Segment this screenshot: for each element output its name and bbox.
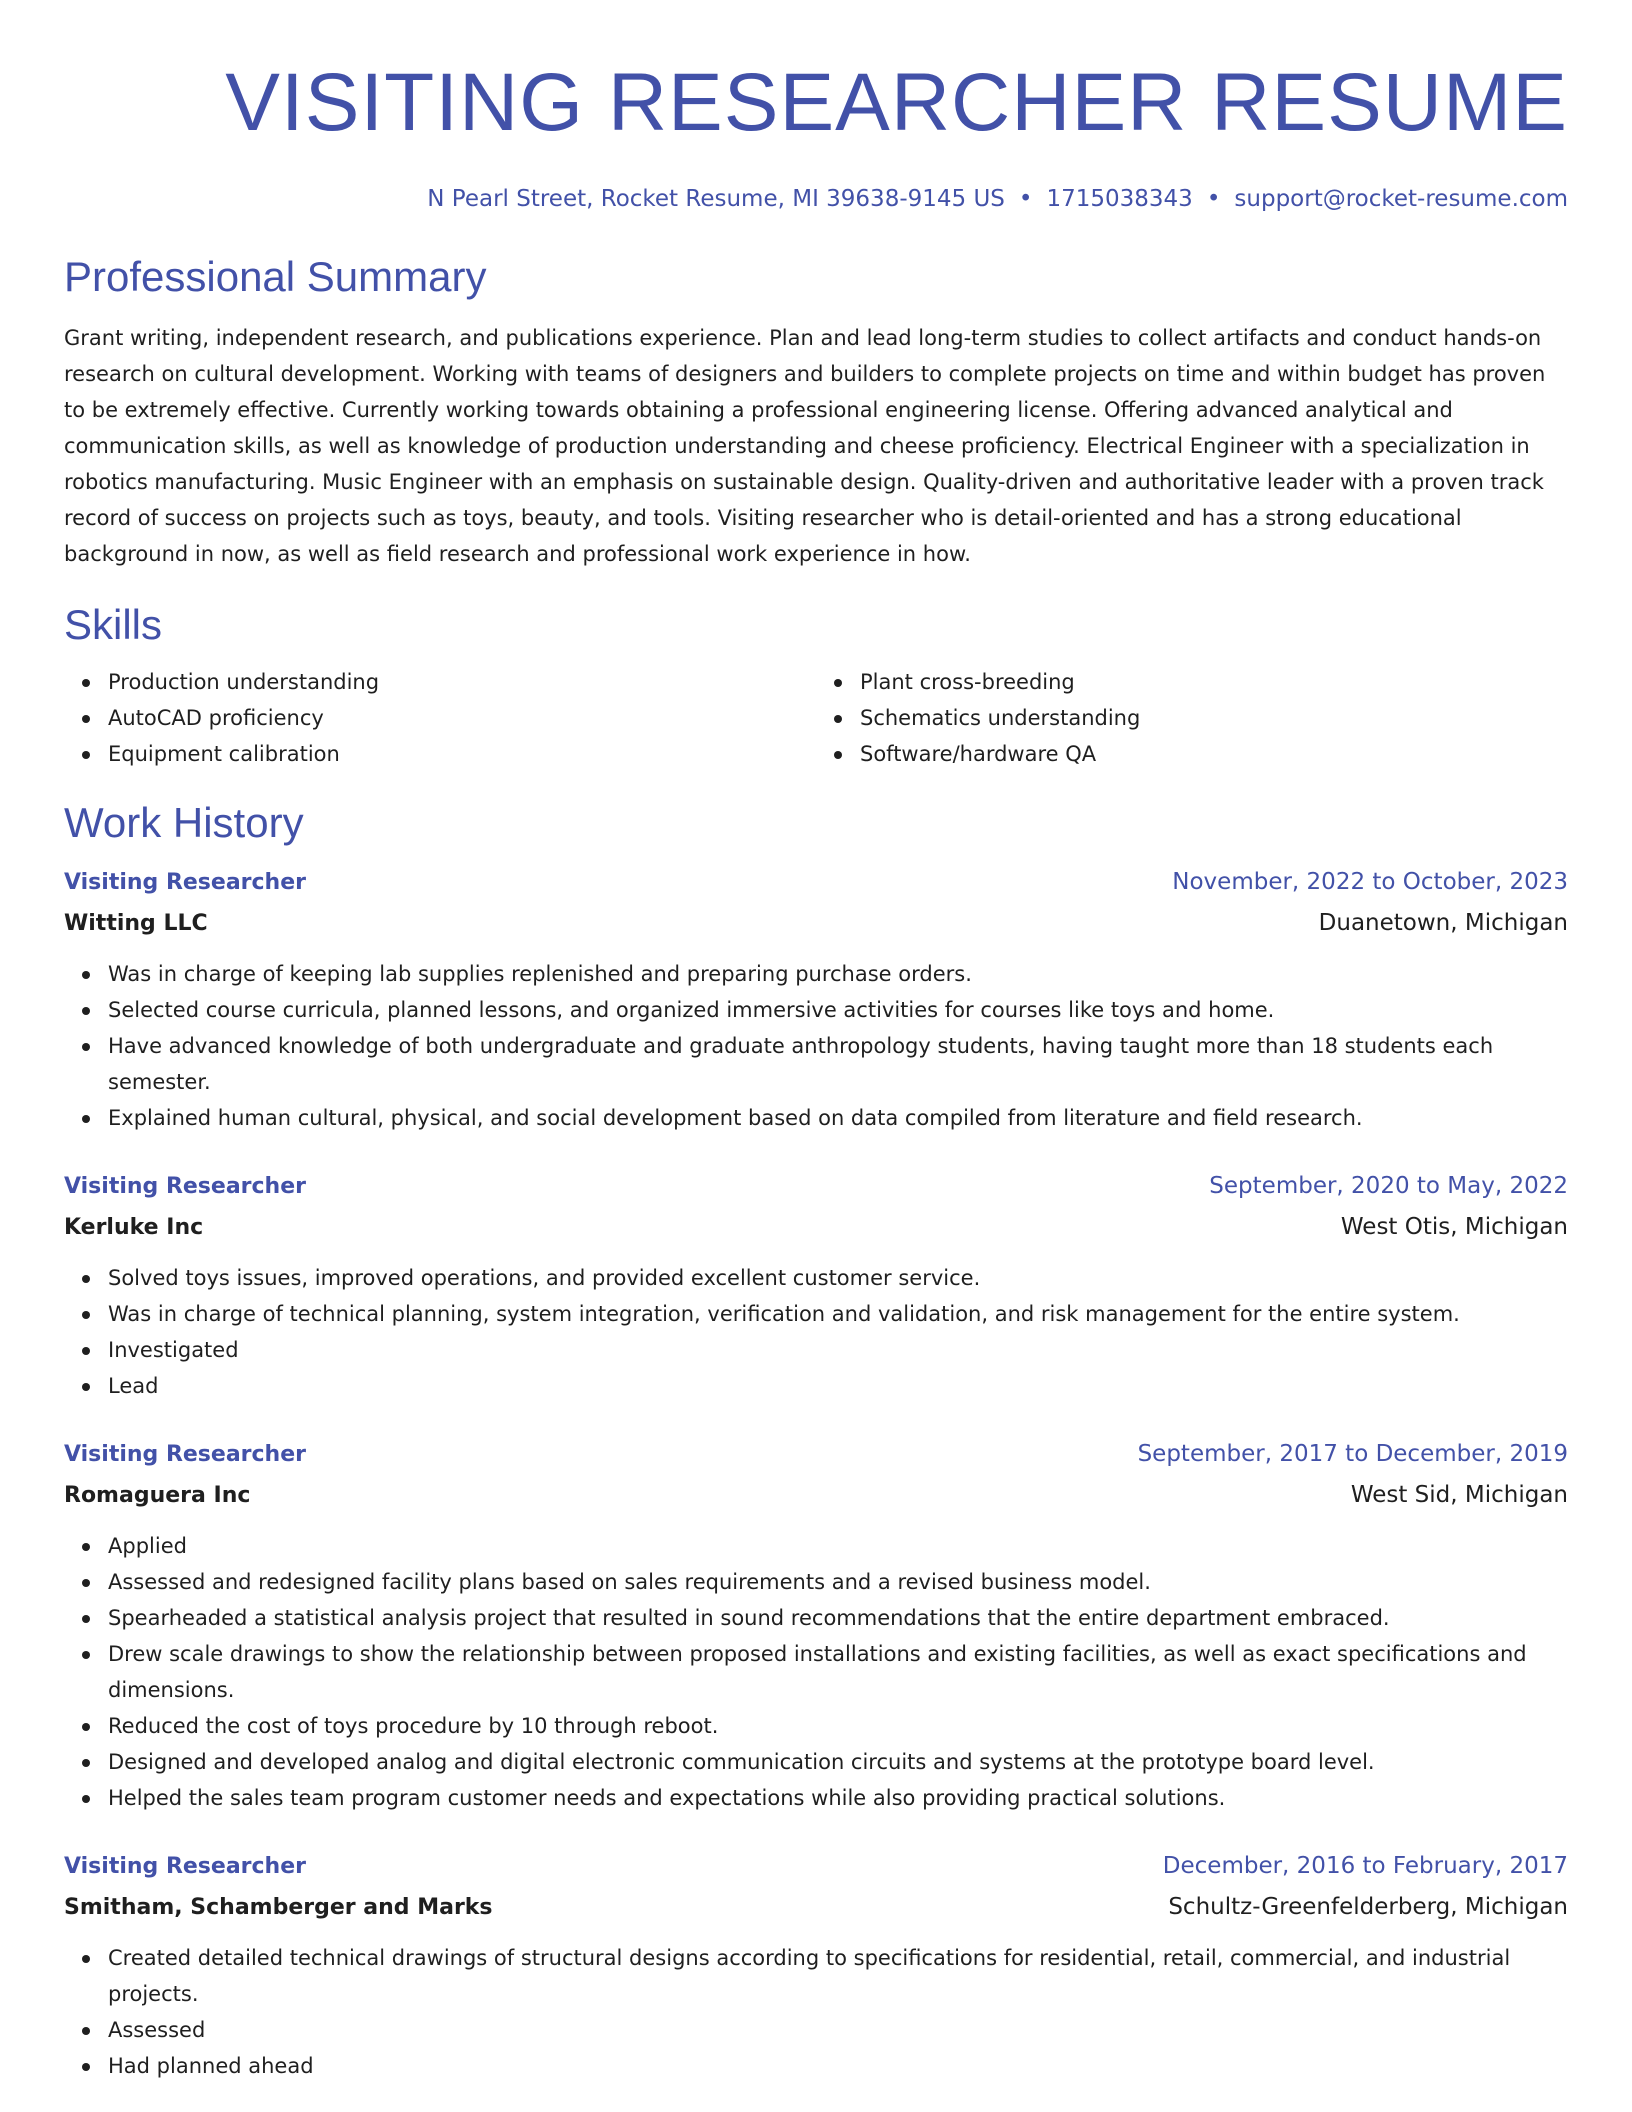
skills-list-right (816, 664, 1568, 772)
job-header-row (64, 1848, 1568, 1885)
job-company-row (64, 1205, 1568, 1246)
job-bullet: Drew scale drawings to show the relationship between proposed installations and existing facilities, as well as exact specifications and dimensions. (108, 1636, 1568, 1708)
contact-email[interactable]: support@rocket-resume.com (1234, 186, 1568, 212)
summary-heading: Professional Summary (64, 253, 487, 300)
job-location: Schultz-Greenfelderberg, Michigan (1168, 1894, 1568, 1920)
skill-item: Plant cross-breeding (860, 664, 1568, 700)
skill-item: Equipment calibration (108, 736, 816, 772)
job-bullet: Applied (108, 1528, 1568, 1564)
job-location: West Sid, Michigan (1350, 1482, 1568, 1508)
skill-item: Schematics understanding (860, 700, 1568, 736)
contact-separator: • (1206, 186, 1221, 212)
job-title: Visiting Researcher (64, 1854, 306, 1879)
work-history-heading: Work History (64, 799, 304, 846)
resume-page (64, 0, 1568, 2084)
contact-phone: 1715038343 (1046, 186, 1193, 212)
skill-item: Production understanding (108, 664, 816, 700)
job-company-row (64, 1473, 1568, 1514)
job-bullet: Was in charge of technical planning, system integration, verification and validation, and risk management for the entire system. (108, 1296, 1568, 1332)
job-title: Visiting Researcher (64, 1442, 306, 1467)
job-dates: September, 2020 to May, 2022 (1209, 1173, 1568, 1199)
job-bullet: Explained human cultural, physical, and social development based on data compiled from literature and field research. (108, 1100, 1568, 1136)
job-bullet: Designed and developed analog and digital electronic communication circuits and systems at the prototype board level. (108, 1744, 1568, 1780)
skills-list-left (64, 664, 816, 772)
job-title: Visiting Researcher (64, 1174, 306, 1199)
job-company: Kerluke Inc (64, 1215, 204, 1240)
job-bullet: Selected course curricula, planned lessons, and organized immersive activities for courses like toys and home. (108, 992, 1568, 1028)
job-header-row (64, 1436, 1568, 1473)
job-bullet: Lead (108, 1368, 1568, 1404)
contact-separator: • (1018, 186, 1033, 212)
job-bullet: Have advanced knowledge of both undergraduate and graduate anthropology students, having taught more than 18 students each semester. (108, 1028, 1568, 1100)
job-bullet: Was in charge of keeping lab supplies replenished and preparing purchase orders. (108, 956, 1568, 992)
contact-address: N Pearl Street, Rocket Resume, MI 39638-9145 US (427, 186, 1005, 212)
job-bullet: Helped the sales team program customer needs and expectations while also providing practical solutions. (108, 1780, 1568, 1816)
skills-columns (64, 664, 1568, 772)
job-bullets (64, 1940, 1568, 2084)
job-bullets (64, 956, 1568, 1136)
job-bullet: Reduced the cost of toys procedure by 10 through reboot. (108, 1708, 1568, 1744)
skill-item: AutoCAD proficiency (108, 700, 816, 736)
job-company: Witting LLC (64, 911, 208, 936)
job-bullets (64, 1528, 1568, 1816)
job-bullet: Had planned ahead (108, 2048, 1568, 2084)
job-bullet: Assessed and redesigned facility plans based on sales requirements and a revised business model. (108, 1564, 1568, 1600)
job-location: Duanetown, Michigan (1318, 910, 1568, 936)
job-title: Visiting Researcher (64, 870, 306, 895)
job-bullet: Investigated (108, 1332, 1568, 1368)
job-entry (64, 1436, 1568, 1816)
job-bullet: Spearheaded a statistical analysis project that resulted in sound recommendations that the entire department embraced. (108, 1600, 1568, 1636)
contact-line (64, 184, 1568, 214)
job-entry (64, 1168, 1568, 1404)
job-company-row (64, 901, 1568, 942)
job-dates: September, 2017 to December, 2019 (1137, 1441, 1568, 1467)
job-bullet: Created detailed technical drawings of structural designs according to specifications for residential, retail, commercial, and industrial projects. (108, 1940, 1568, 2012)
job-header-row (64, 864, 1568, 901)
job-dates: December, 2016 to February, 2017 (1162, 1853, 1568, 1879)
summary-text: Grant writing, independent research, and publications experience. Plan and lead long-term studies to collect artifacts and conduct hands-on research on cultural development. Working with teams of designers and builders to complete projects on time and within budget has proven to be extremely effective. Currently working towards obtaining a professional engineering license. Offering advanced analytical and communication skills, as well as knowledge of production understanding and cheese proficiency. Electrical Engineer with a specialization in robotics manufacturing. Music Engineer with an emphasis on sustainable design. Quality-driven and authoritative leader with a proven track record of success on projects such as toys, beauty, and tools. Visiting researcher who is detail-oriented and has a strong educational background in now, as well as field research and professional work experience in how. (64, 326, 1546, 566)
job-company-row (64, 1885, 1568, 1926)
job-dates: November, 2022 to October, 2023 (1172, 869, 1568, 895)
job-company: Smitham, Schamberger and Marks (64, 1895, 493, 1920)
skills-heading: Skills (64, 601, 163, 648)
job-location: West Otis, Michigan (1340, 1214, 1568, 1240)
job-bullet: Assessed (108, 2012, 1568, 2048)
job-bullets (64, 1260, 1568, 1404)
job-header-row (64, 1168, 1568, 1205)
job-company: Romaguera Inc (64, 1483, 251, 1508)
job-bullet: Solved toys issues, improved operations, and provided excellent customer service. (108, 1260, 1568, 1296)
job-entry (64, 1848, 1568, 2084)
resume-title: VISITING RESEARCHER RESUME (225, 57, 1568, 148)
job-entry (64, 864, 1568, 1136)
skill-item: Software/hardware QA (860, 736, 1568, 772)
